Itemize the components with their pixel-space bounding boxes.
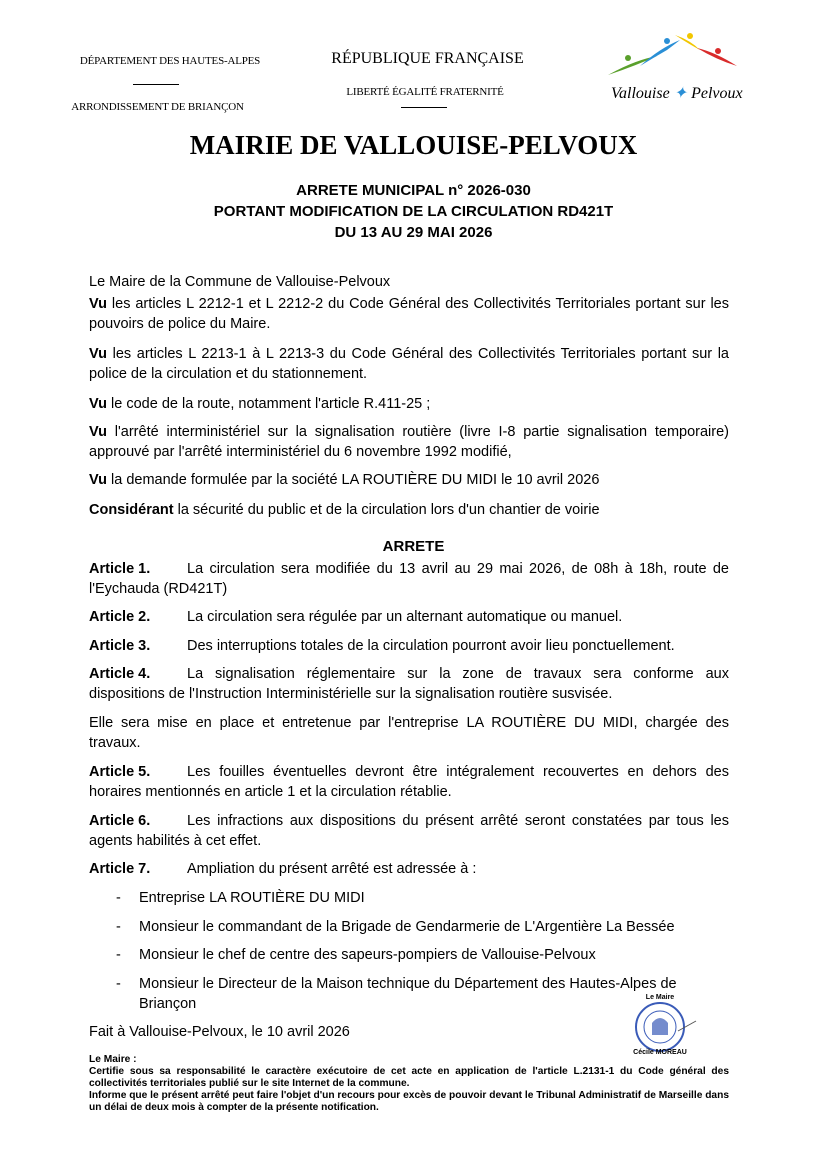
article-label: Article 7. [89, 861, 151, 877]
vu-label: Vu [89, 396, 107, 412]
department-label: DÉPARTEMENT DES HAUTES-ALPES [79, 55, 261, 67]
article-4 [89, 664, 729, 704]
vu-label: Vu [89, 346, 107, 362]
footer-heading: Le Maire : [89, 1054, 137, 1065]
vu-label: Vu [89, 424, 107, 440]
decree-subtitle [0, 180, 827, 243]
article-text: Ampliation du présent arrêté est adressée à : [187, 861, 477, 877]
recipient-text: Monsieur le commandant de la Brigade de Gendarmerie de L'Argentière La Bessée [139, 919, 675, 935]
logo-text-right: Pelvoux [691, 85, 743, 102]
intro-text: Le Maire de la Commune de Vallouise-Pelvoux [89, 274, 391, 290]
considerant-text: la sécurité du public et de la circulation lors d'un chantier de voirie [173, 502, 600, 518]
motto-label: LIBERTÉ ÉGALITÉ FRATERNITÉ [346, 86, 504, 98]
vu-text: le code de la route, notamment l'article R.411-25 ; [107, 396, 431, 412]
article-2 [89, 607, 729, 627]
article-label: Article 5. [89, 764, 151, 780]
municipality-logo [605, 30, 765, 105]
divider [401, 107, 447, 108]
article-text: Les fouilles éventuelles devront être intégralement recouvertes en dehors des horaires mentionnés en article 1 et la circulation rétablie. [89, 764, 729, 800]
list-item [116, 917, 729, 937]
decree-number: ARRETE MUNICIPAL n° 2026-030 [296, 182, 531, 199]
article-label: Article 6. [89, 813, 151, 829]
article-6 [89, 811, 729, 851]
vu-text: les articles L 2212-1 et L 2212-2 du Code Général des Collectivités Territoriales portant sur les pouvoirs de police du Maire. [89, 296, 729, 332]
article-label: Article 3. [89, 638, 151, 654]
vu-label: Vu [89, 472, 107, 488]
article-text: Des interruptions totales de la circulation pourront avoir lieu ponctuellement. [187, 638, 675, 654]
recipient-text: Monsieur le Directeur de la Maison technique du Département des Hautes-Alpes de Briançon [139, 976, 677, 1012]
signed-place-date: Fait à Vallouise-Pelvoux, le 10 avril 2026 [89, 1024, 350, 1040]
vu-paragraph [89, 422, 729, 462]
article-1 [89, 559, 729, 599]
article-3 [89, 636, 729, 656]
page-title: MAIRIE DE VALLOUISE-PELVOUX [189, 130, 638, 160]
vu-paragraph [89, 344, 729, 384]
arrete-heading: ARRETE [382, 538, 445, 555]
arrondissement-label: ARRONDISSEMENT DE BRIANÇON [71, 101, 244, 113]
vu-text: l'arrêté interministériel sur la signalisation routière (livre I-8 partie signalisation temporaire) approuvé par l'arrêté interministériel du 6 novembre 1992 modifié, [89, 424, 729, 460]
logo-star-icon: ✦ [673, 85, 688, 102]
vu-text: la demande formulée par la société LA ROUTIÈRE DU MIDI le 10 avril 2026 [107, 472, 600, 488]
vu-text: les articles L 2213-1 à L 2213-3 du Code Général des Collectivités Territoriales portant sur la police de la circulation et du stationnement. [89, 346, 729, 382]
footer-certify: Certifie sous sa responsabilité le caractère exécutoire de cet acte en application de l'article L.2131-1 du Code général des collectivités territoriales publié sur le site Internet de la commune. [89, 1066, 729, 1089]
vu-paragraph [89, 470, 729, 490]
list-item [116, 945, 729, 965]
article-5 [89, 762, 729, 802]
legal-footer [89, 1054, 729, 1114]
footer-inform: Informe que le présent arrêté peut faire l'objet d'un recours pour excès de pouvoir devant le Tribunal Administratif de Marseille dans un délai de deux mois à compter de la présente notification. [89, 1090, 729, 1113]
bullet: - [116, 976, 121, 992]
logo-text-left: Vallouise [611, 85, 670, 102]
article-4-extra: Elle sera mise en place et entretenue par l'entreprise LA ROUTIÈRE DU MIDI, chargée des travaux. [89, 715, 729, 751]
divider [133, 84, 179, 85]
seal-icon [620, 1001, 700, 1053]
republic-label: RÉPUBLIQUE FRANÇAISE [331, 50, 524, 67]
article-label: Article 2. [89, 609, 151, 625]
bullet: - [116, 919, 121, 935]
article-text: Les infractions aux dispositions du présent arrêté seront constatées par tous les agents habilités à cet effet. [89, 813, 729, 849]
article-text: La circulation sera régulée par un alternant automatique ou manuel. [187, 609, 623, 625]
recipient-text: Entreprise LA ROUTIÈRE DU MIDI [139, 890, 365, 906]
considerant-label: Considérant [89, 502, 174, 518]
considerant-paragraph [89, 500, 729, 520]
mayor-name: Cécile MOREAU [633, 1049, 687, 1056]
bullet: - [116, 947, 121, 963]
vu-label: Vu [89, 296, 107, 312]
recipient-text: Monsieur le chef de centre des sapeurs-pompiers de Vallouise-Pelvoux [139, 947, 596, 963]
article-label: Article 4. [89, 666, 151, 682]
stamp-title: Le Maire [645, 994, 675, 1001]
vu-paragraph [89, 394, 729, 414]
article-text: La signalisation réglementaire sur la zone de travaux sera conforme aux dispositions de l'Instruction Interministérielle sur la signalisation routière susvisée. [89, 666, 729, 702]
article-text: La circulation sera modifiée du 13 avril au 29 mai 2026, de 08h à 18h, route de l'Eychauda (RD421T) [89, 561, 729, 597]
article-label: Article 1. [89, 561, 151, 577]
article-7 [89, 859, 729, 879]
bullet: - [116, 890, 121, 906]
vu-paragraph [89, 294, 729, 334]
decree-object: PORTANT MODIFICATION DE LA CIRCULATION RD421T [213, 203, 614, 220]
decree-dates: DU 13 AU 29 MAI 2026 [334, 224, 493, 241]
list-item [116, 888, 729, 908]
logo-figures-icon [605, 30, 765, 80]
